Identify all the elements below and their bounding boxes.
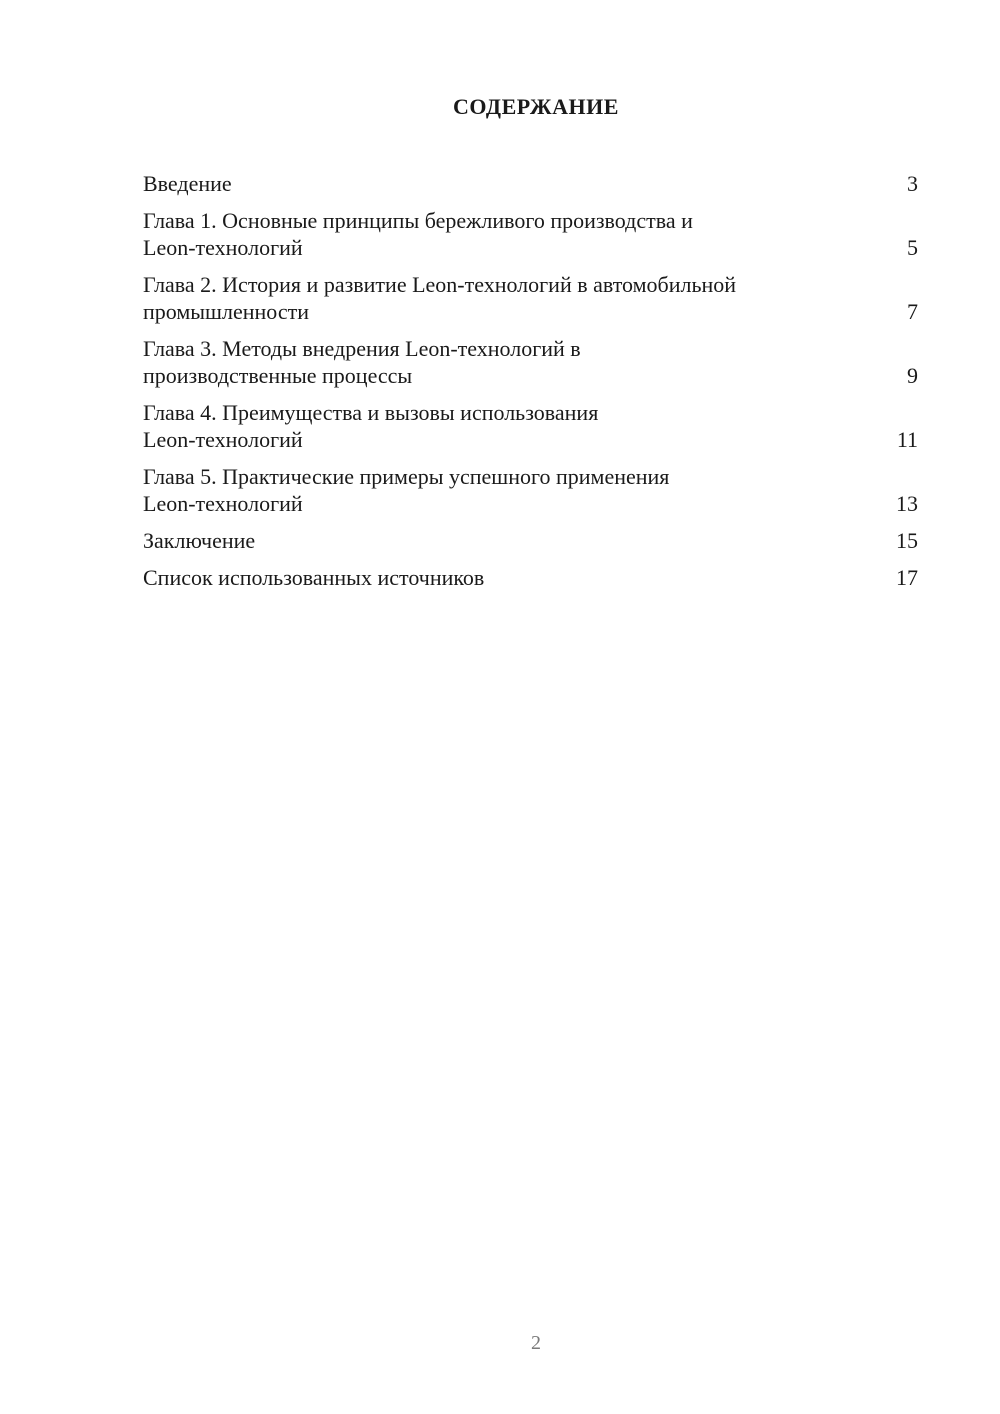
table-of-contents bbox=[143, 170, 918, 601]
toc-entry-page-number: 11 bbox=[896, 427, 918, 452]
toc-entry-chapter-4[interactable] bbox=[143, 399, 918, 453]
toc-entry-page-number: 5 bbox=[907, 235, 918, 260]
toc-entry-label: Глава 1. Основные принципы бережливого производства и bbox=[143, 208, 693, 233]
toc-title: СОДЕРЖАНИЕ bbox=[453, 94, 619, 119]
toc-entry-label: Глава 3. Методы внедрения Leon-технологий в bbox=[143, 336, 581, 361]
toc-entry-introduction[interactable] bbox=[143, 170, 918, 197]
toc-entry-label-continuation: промышленности bbox=[143, 299, 309, 324]
toc-entry-label-continuation: Leon-технологий bbox=[143, 427, 303, 452]
toc-entry-label: Глава 5. Практические примеры успешного применения bbox=[143, 464, 670, 489]
toc-entry-page-number: 7 bbox=[907, 299, 918, 324]
toc-entry-conclusion[interactable] bbox=[143, 527, 918, 554]
toc-entry-chapter-3[interactable] bbox=[143, 335, 918, 389]
toc-entry-label: Введение bbox=[143, 171, 232, 196]
toc-entry-page-number: 3 bbox=[907, 171, 918, 196]
toc-entry-label-continuation: производственные процессы bbox=[143, 363, 413, 388]
toc-entry-references[interactable] bbox=[143, 564, 918, 591]
toc-entry-page-number: 9 bbox=[907, 363, 918, 388]
toc-entry-page-number: 15 bbox=[896, 528, 918, 553]
toc-entry-chapter-5[interactable] bbox=[143, 463, 918, 517]
toc-entry-label: Глава 2. История и развитие Leon-технологий в автомобильной bbox=[143, 272, 737, 297]
page-number: 2 bbox=[531, 1332, 541, 1354]
toc-entry-label-continuation: Leon-технологий bbox=[143, 491, 303, 516]
toc-entry-chapter-2[interactable] bbox=[143, 271, 918, 325]
toc-entry-chapter-1[interactable] bbox=[143, 207, 918, 261]
toc-entry-label: Заключение bbox=[143, 528, 256, 553]
toc-entry-label: Список использованных источников bbox=[143, 565, 485, 590]
toc-entry-page-number: 17 bbox=[896, 565, 918, 590]
toc-entry-page-number: 13 bbox=[896, 491, 918, 516]
toc-entry-label-continuation: Leon-технологий bbox=[143, 235, 303, 260]
toc-entry-label: Глава 4. Преимущества и вызовы использования bbox=[143, 400, 599, 425]
